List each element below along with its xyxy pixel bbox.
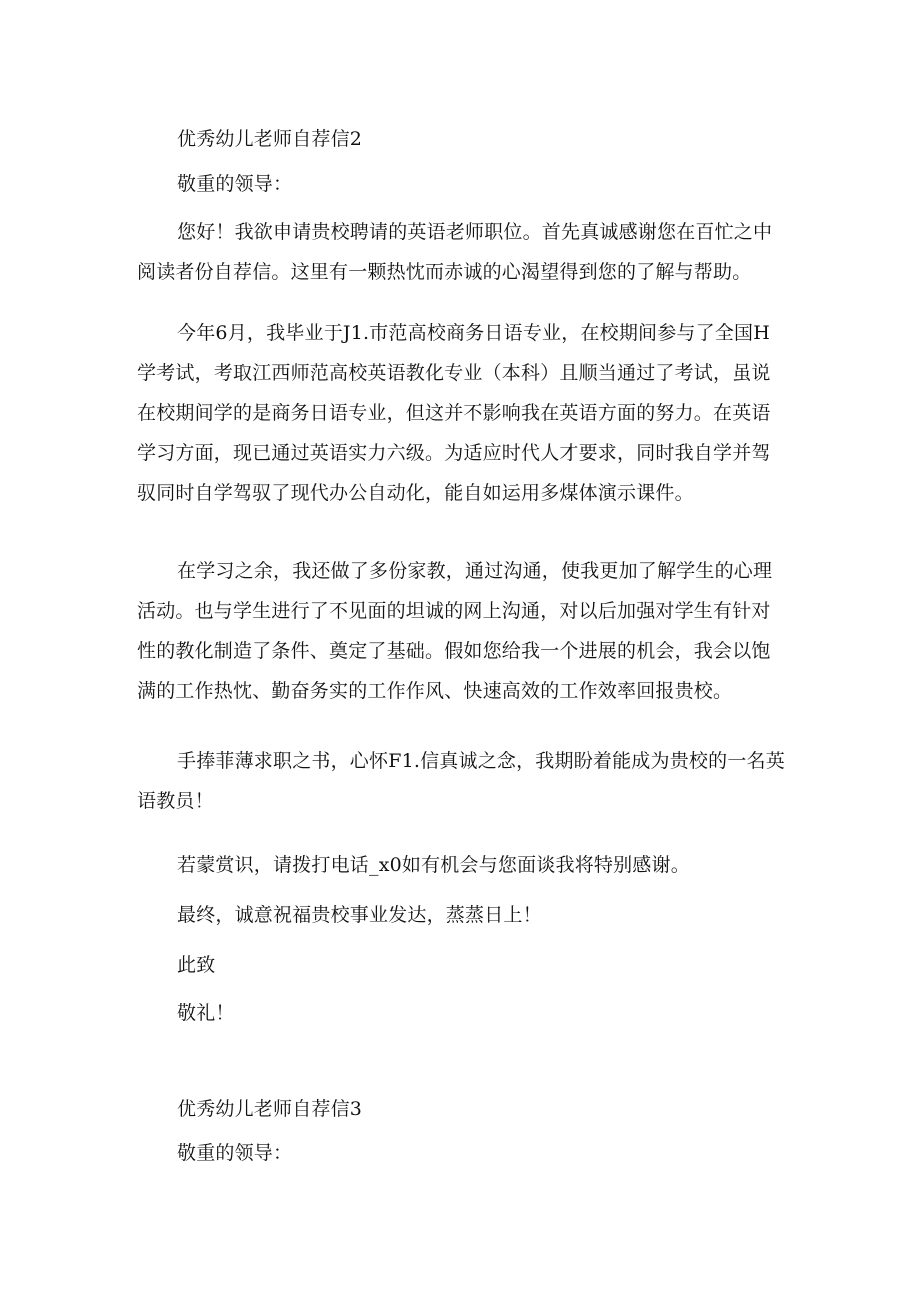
section2-paragraph-4: 手捧菲薄求职之书，心怀F1.信真诚之念，我期盼着能成为贵校的一名英语教员！ — [137, 750, 785, 812]
section2-paragraph-2: 今年6月，我毕业于J1.巿范高校商务日语专业，在校期间参与了全国H学考试，考取江西师范高校英语教化专业（本科）且顺当通过了考试，虽说在校期间学的是商务日语专业，但这并不影响我在英语方面的努力。在英语学习方面，现已通过英语实力六级。为适应时代人才要求，同时我自学并驾驭同时自学驾驭了现代办公自动化，能自如运用多煤体演示课件。 — [137, 322, 771, 504]
section2-closing-1: 此致 — [177, 954, 216, 976]
section2-paragraph-3: 在学习之余，我还做了多份家教，通过沟通，使我更加了解学生的心理活动。也与学生进行了不见面的坦诚的网上沟通，对以后加强对学生有针对性的教化制造了条件、奠定了基础。假如您给我一个进展的机会，我会以饱满的工作热忱、勤奋务实的工作作风、快速高效的工作效率回报贵校。 — [137, 560, 773, 702]
section2-wish: 最终，诚意祝福贵校事业发达，蒸蒸日上！ — [177, 904, 542, 926]
section2-paragraph-1: 您好！我欲申请贵校聘请的英语老师职位。首先真诚感谢您在百忙之中阅读者份自荐信。这里有一颗热忱而赤诚的心渴望得到您的了解与帮助。 — [137, 221, 773, 283]
section2-contact: 若蒙赏识，请拨打电话_x0如有机会与您面谈我将特别感谢。 — [177, 854, 690, 876]
section3-title: 优秀幼儿老师自荐信3 — [177, 1098, 363, 1120]
section2-title: 优秀幼儿老师自荐信2 — [177, 128, 363, 150]
section2-salutation: 敬重的领导： — [177, 173, 293, 195]
section2-closing-2: 敬礼！ — [177, 1002, 235, 1024]
section3-salutation: 敬重的领导： — [177, 1142, 293, 1164]
